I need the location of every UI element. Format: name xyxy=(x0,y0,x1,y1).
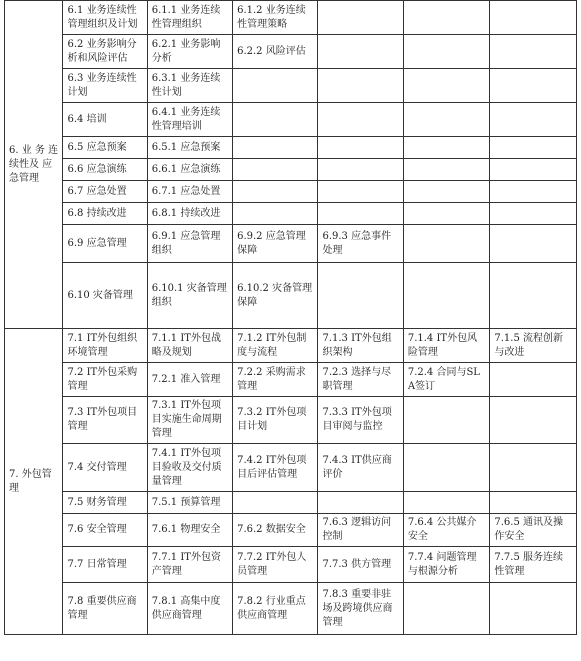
item-cell xyxy=(318,492,403,514)
area-cell: 6.7 应急处置 xyxy=(63,181,147,203)
table-row xyxy=(5,1,577,35)
item-cell: 6.9.2 应急管理保障 xyxy=(233,225,318,263)
item-cell xyxy=(403,1,490,35)
category-cell: 7. 外包管理 xyxy=(5,329,63,635)
table-row xyxy=(5,263,577,329)
table-row xyxy=(5,181,577,203)
item-cell: 7.4.3 IT供应商评价 xyxy=(318,444,403,492)
item-cell xyxy=(490,397,577,444)
table-row xyxy=(5,137,577,159)
item-cell xyxy=(233,137,318,159)
item-cell xyxy=(233,159,318,181)
area-cell: 7.4 交付管理 xyxy=(63,444,147,492)
item-cell xyxy=(233,69,318,103)
item-cell: 7.6.4 公共媒介安全 xyxy=(403,514,490,547)
area-cell: 6.1 业务连续性管理组织及计划 xyxy=(63,1,147,35)
item-cell: 7.6.5 通讯及操作安全 xyxy=(490,514,577,547)
item-cell xyxy=(490,103,577,137)
item-cell: 7.1.5 流程创新与改进 xyxy=(490,329,577,363)
item-cell xyxy=(318,1,403,35)
item-cell xyxy=(318,103,403,137)
area-cell: 6.8 持续改进 xyxy=(63,203,147,225)
item-cell xyxy=(403,492,490,514)
area-cell: 7.3 IT外包项目管理 xyxy=(63,397,147,444)
item-cell: 6.7.1 应急处置 xyxy=(147,181,232,203)
item-cell: 7.6.3 逻辑访问控制 xyxy=(318,514,403,547)
item-cell xyxy=(403,225,490,263)
item-cell: 7.6.1 物理安全 xyxy=(147,514,232,547)
item-cell: 7.7.2 IT外包人员管理 xyxy=(233,547,318,583)
area-cell: 6.10 灾备管理 xyxy=(63,263,147,329)
item-cell: 6.1.1 业务连续性管理组织 xyxy=(147,1,232,35)
item-cell: 7.4.1 IT外包项目验收及交付质量管理 xyxy=(147,444,232,492)
table-row xyxy=(5,444,577,492)
item-cell xyxy=(490,492,577,514)
item-cell xyxy=(403,103,490,137)
item-cell: 7.7.1 IT外包资产管理 xyxy=(147,547,232,583)
item-cell xyxy=(403,583,490,635)
area-cell: 6.9 应急管理 xyxy=(63,225,147,263)
item-cell xyxy=(490,181,577,203)
item-cell: 7.7.5 服务连续性管理 xyxy=(490,547,577,583)
item-cell xyxy=(490,69,577,103)
area-cell: 7.7 日常管理 xyxy=(63,547,147,583)
item-cell xyxy=(318,137,403,159)
table-row xyxy=(5,159,577,181)
item-cell xyxy=(318,35,403,69)
table-row xyxy=(5,203,577,225)
item-cell: 6.9.3 应急事件处理 xyxy=(318,225,403,263)
item-cell: 6.8.1 持续改进 xyxy=(147,203,232,225)
area-cell: 6.2 业务影响分析和风险评估 xyxy=(63,35,147,69)
item-cell: 6.2.2 风险评估 xyxy=(233,35,318,69)
item-cell xyxy=(403,137,490,159)
item-cell xyxy=(318,181,403,203)
item-cell: 7.1.4 IT外包风险管理 xyxy=(403,329,490,363)
item-cell xyxy=(490,1,577,35)
item-cell xyxy=(490,159,577,181)
table-row xyxy=(5,363,577,397)
item-cell xyxy=(403,181,490,203)
area-cell: 6.3 业务连续性计划 xyxy=(63,69,147,103)
framework-table-body xyxy=(5,1,577,635)
item-cell: 6.4.1 业务连续性管理培训 xyxy=(147,103,232,137)
item-cell xyxy=(318,159,403,181)
area-cell: 7.6 安全管理 xyxy=(63,514,147,547)
framework-table xyxy=(4,0,577,635)
item-cell: 6.1.2 业务连续性管理策略 xyxy=(233,1,318,35)
area-cell: 7.5 财务管理 xyxy=(63,492,147,514)
item-cell xyxy=(490,583,577,635)
table-row xyxy=(5,397,577,444)
item-cell: 7.1.3 IT外包组织架构 xyxy=(318,329,403,363)
item-cell: 7.8.1 高集中度供应商管理 xyxy=(147,583,232,635)
item-cell: 7.8.2 行业重点供应商管理 xyxy=(233,583,318,635)
item-cell xyxy=(233,181,318,203)
item-cell xyxy=(403,35,490,69)
table-row xyxy=(5,583,577,635)
item-cell xyxy=(403,397,490,444)
item-cell: 7.1.2 IT外包制度与流程 xyxy=(233,329,318,363)
item-cell xyxy=(403,159,490,181)
item-cell: 7.7.4 问题管理与根源分析 xyxy=(403,547,490,583)
item-cell: 6.5.1 应急预案 xyxy=(147,137,232,159)
item-cell: 7.6.2 数据安全 xyxy=(233,514,318,547)
item-cell xyxy=(403,444,490,492)
item-cell: 7.1.1 IT外包战略及规划 xyxy=(147,329,232,363)
item-cell: 7.3.3 IT外包项目审阅与监控 xyxy=(318,397,403,444)
item-cell xyxy=(403,203,490,225)
item-cell: 6.3.1 业务连续性计划 xyxy=(147,69,232,103)
item-cell xyxy=(490,263,577,329)
area-cell: 6.6 应急演练 xyxy=(63,159,147,181)
item-cell xyxy=(490,444,577,492)
item-cell: 6.10.2 灾备管理保障 xyxy=(233,263,318,329)
table-row xyxy=(5,103,577,137)
item-cell xyxy=(318,69,403,103)
area-cell: 7.2 IT外包采购管理 xyxy=(63,363,147,397)
item-cell xyxy=(403,69,490,103)
item-cell: 7.8.3 重要非驻场及跨境供应商管理 xyxy=(318,583,403,635)
table-row xyxy=(5,492,577,514)
area-cell: 7.8 重要供应商管理 xyxy=(63,583,147,635)
item-cell: 7.7.3 供方管理 xyxy=(318,547,403,583)
item-cell: 7.5.1 预算管理 xyxy=(147,492,232,514)
category-cell: 6. 业 务 连续性及 应急管理 xyxy=(5,1,63,329)
item-cell xyxy=(490,363,577,397)
area-cell: 6.5 应急预案 xyxy=(63,137,147,159)
item-cell xyxy=(233,103,318,137)
item-cell xyxy=(318,263,403,329)
table-row xyxy=(5,35,577,69)
item-cell: 6.10.1 灾备管理组织 xyxy=(147,263,232,329)
item-cell xyxy=(490,35,577,69)
item-cell: 7.4.2 IT外包项目后评估管理 xyxy=(233,444,318,492)
item-cell: 7.2.4 合同与SLA签订 xyxy=(403,363,490,397)
item-cell: 6.6.1 应急演练 xyxy=(147,159,232,181)
table-row xyxy=(5,69,577,103)
item-cell xyxy=(490,225,577,263)
item-cell xyxy=(403,263,490,329)
table-row xyxy=(5,225,577,263)
item-cell: 7.2.1 准入管理 xyxy=(147,363,232,397)
item-cell xyxy=(490,203,577,225)
item-cell: 7.3.2 IT外包项目计划 xyxy=(233,397,318,444)
item-cell xyxy=(233,492,318,514)
table-row xyxy=(5,329,577,363)
item-cell: 7.2.2 采购需求管理 xyxy=(233,363,318,397)
item-cell xyxy=(318,203,403,225)
area-cell: 7.1 IT外包组织环境管理 xyxy=(63,329,147,363)
table-row xyxy=(5,547,577,583)
item-cell: 6.2.1 业务影响分析 xyxy=(147,35,232,69)
item-cell xyxy=(490,137,577,159)
table-row xyxy=(5,514,577,547)
item-cell xyxy=(233,203,318,225)
item-cell: 7.3.1 IT外包项目实施生命周期管理 xyxy=(147,397,232,444)
item-cell: 7.2.3 选择与尽职管理 xyxy=(318,363,403,397)
area-cell: 6.4 培训 xyxy=(63,103,147,137)
item-cell: 6.9.1 应急管理组织 xyxy=(147,225,232,263)
